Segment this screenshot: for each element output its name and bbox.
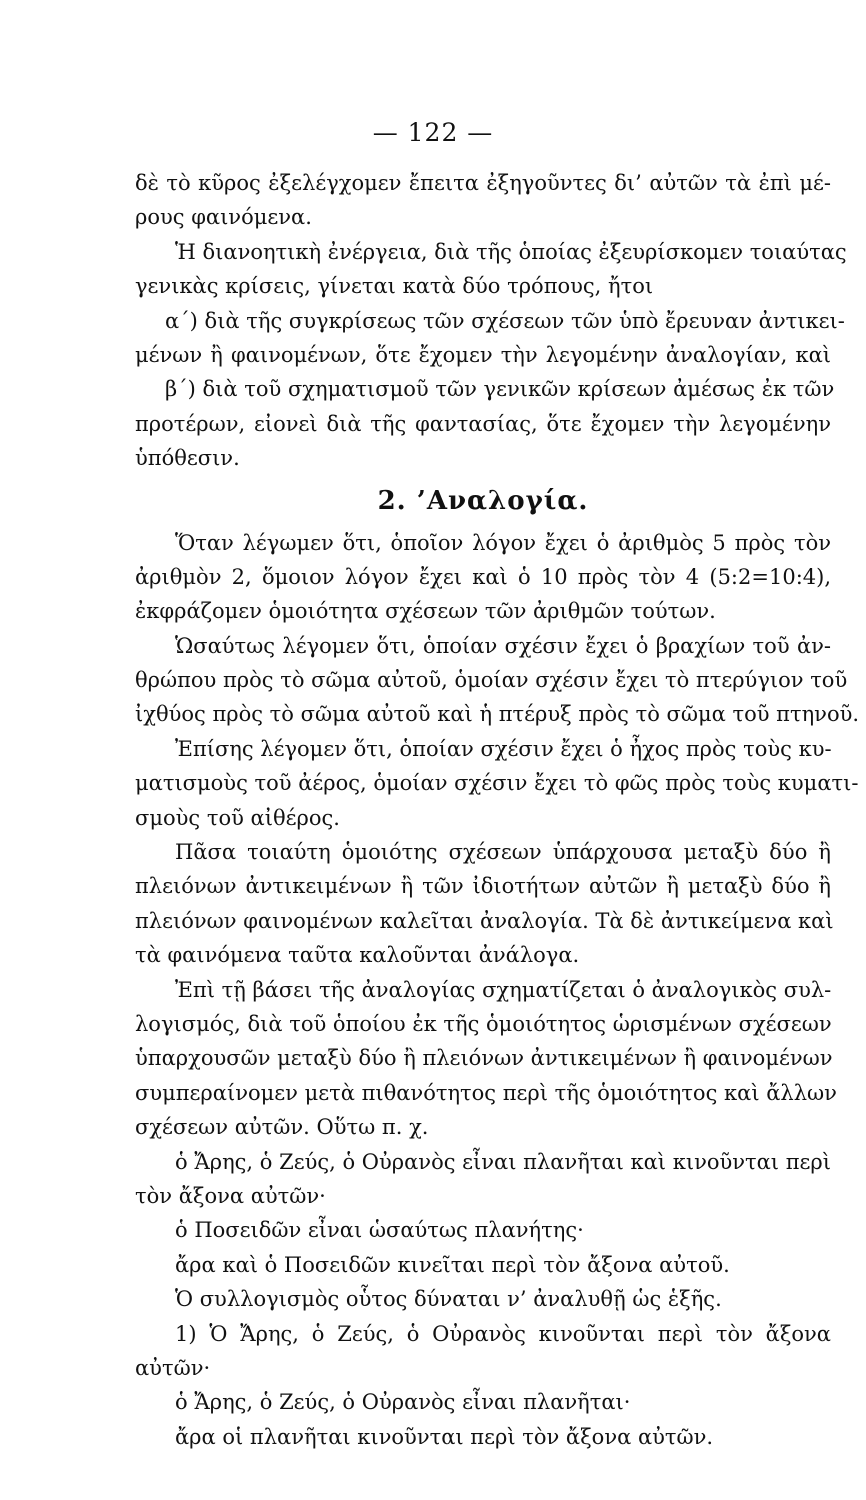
text-line: 1) Ὁ Ἄρης, ὁ Ζεύς, ὁ Οὐρανὸς κινοῦνται περὶ τὸν ἄξονα	[175, 1321, 831, 1346]
text-line: πλειόνων φαινομένων καλεῖται ἀναλογία. Τὰ δὲ ἀντικείμενα καὶ	[135, 908, 834, 933]
text-line: Ἡ διανοητικὴ ἐνέργεια, διὰ τῆς ὁποίας ἐξευρίσκομεν τοιαύτας	[175, 239, 847, 264]
text-line: β΄) διὰ τοῦ σχηματισμοῦ τῶν γενικῶν κρίσεων ἀμέσως ἐκ τῶν	[165, 377, 835, 402]
text-line: προτέρων, εἰονεὶ διὰ τῆς φαντασίας, ὅτε ἔχομεν τὴν λεγομένην	[135, 411, 831, 436]
text-line: μένων ἢ φαινομένων, ὅτε ἔχομεν τὴν λεγομένην ἀναλογίαν, καὶ	[135, 342, 831, 367]
text-line: Πᾶσα τοιαύτη ὁμοιότης σχέσεων ὑπάρχουσα μεταξὺ δύο ἢ	[175, 840, 831, 865]
text-line: Ὅταν λέγωμεν ὅτι, ὁποῖον λόγον ἔχει ὁ ἀριθμὸς 5 πρὸς τὸν	[175, 530, 831, 555]
text-line: συμπεραίνομεν μετὰ πιθανότητος περὶ τῆς ὁμοιότητος καὶ ἄλλων	[135, 1080, 837, 1105]
text-line: Ὁ συλλογισμὸς οὗτος δύναται ν’ ἀναλυθῇ ὡς ἑξῆς.	[175, 1287, 722, 1312]
text-line: αὐτῶν·	[135, 1355, 211, 1380]
text-line: τὰ φαινόμενα ταῦτα καλοῦνται ἀνάλογα.	[135, 943, 580, 968]
text-line: σμοὺς τοῦ αἰθέρος.	[135, 805, 340, 830]
body-text	[135, 166, 860, 1454]
text-line: πλειόνων ἀντικειμένων ἢ τῶν ἰδιοτήτων αὐτῶν ἢ μεταξὺ δύο ἢ	[135, 874, 831, 899]
text-line: γενικὰς κρίσεις, γίνεται κατὰ δύο τρόπους, ἤτοι	[135, 274, 654, 299]
text-line: ρους φαινόμενα.	[135, 205, 312, 230]
text-line: λογισμός, διὰ τοῦ ὁποίου ἐκ τῆς ὁμοιότητος ὡρισμένων σχέσεων	[135, 1011, 832, 1036]
text-line: ὑπαρχουσῶν μεταξὺ δύο ἢ πλειόνων ἀντικειμένων ἢ φαινομένων	[135, 1046, 833, 1071]
text-line: ἐκφράζομεν ὁμοιότητα σχέσεων τῶν ἀριθμῶν τούτων.	[135, 599, 716, 624]
text-line: ὁ Ἄρης, ὁ Ζεύς, ὁ Οὐρανὸς εἶναι πλανῆται καὶ κινοῦνται περὶ	[175, 1149, 831, 1174]
text-line: σχέσεων αὐτῶν. Οὕτω π. χ.	[135, 1115, 429, 1140]
section-heading: 2. ’Αναλογία.	[377, 485, 589, 516]
text-line: θρώπου πρὸς τὸ σῶμα αὐτοῦ, ὁμοίαν σχέσιν ἔχει τὸ πτερύγιον τοῦ	[135, 668, 848, 693]
text-line: ὁ Ἄρης, ὁ Ζεύς, ὁ Οὐρανὸς εἶναι πλανῆται·	[175, 1390, 631, 1415]
text-line: δὲ τὸ κῦρος ἐξελέγχομεν ἔπειτα ἐξηγοῦντες δι’ αὐτῶν τὰ ἐπὶ μέ-	[135, 171, 831, 195]
text-line: ἀριθμὸν 2, ὅμοιον λόγον ἔχει καὶ ὁ 10 πρὸς τὸν 4 (5:2=10:4),	[135, 564, 831, 589]
text-line: ἰχθύος πρὸς τὸ σῶμα αὐτοῦ καὶ ἡ πτέρυξ πρὸς τὸ σῶμα τοῦ πτηνοῦ.	[135, 702, 860, 727]
page-number: — 122 —	[372, 118, 494, 147]
text-line: Ἐπίσης λέγομεν ὅτι, ὁποίαν σχέσιν ἔχει ὁ ἦχος πρὸς τοὺς κυ-	[175, 736, 832, 761]
text-line: α΄) διὰ τῆς συγκρίσεως τῶν σχέσεων τῶν ὑπὸ ἔρευναν ἀντικει-	[165, 308, 845, 333]
text-line: Ἐπὶ τῇ βάσει τῆς ἀναλογίας σχηματίζεται ὁ ἀναλογικὸς συλ-	[175, 977, 832, 1002]
text-line: ματισμοὺς τοῦ ἀέρος, ὁμοίαν σχέσιν ἔχει τὸ φῶς πρὸς τοὺς κυματι-	[135, 771, 859, 796]
text-line: ὑπόθεσιν.	[135, 446, 240, 471]
text-line: Ὡσαύτως λέγομεν ὅτι, ὁποίαν σχέσιν ἔχει ὁ βραχίων τοῦ ἀν-	[175, 633, 831, 658]
text-line: ἄρα καὶ ὁ Ποσειδῶν κινεῖται περὶ τὸν ἄξονα αὐτοῦ.	[175, 1252, 730, 1277]
text-line: ὁ Ποσειδῶν εἶναι ὡσαύτως πλανήτης·	[175, 1218, 584, 1243]
text-line: ἄρα οἱ πλανῆται κινοῦνται περὶ τὸν ἄξονα αὐτῶν.	[175, 1424, 714, 1449]
text-line: τὸν ἄξονα αὐτῶν·	[135, 1183, 326, 1208]
